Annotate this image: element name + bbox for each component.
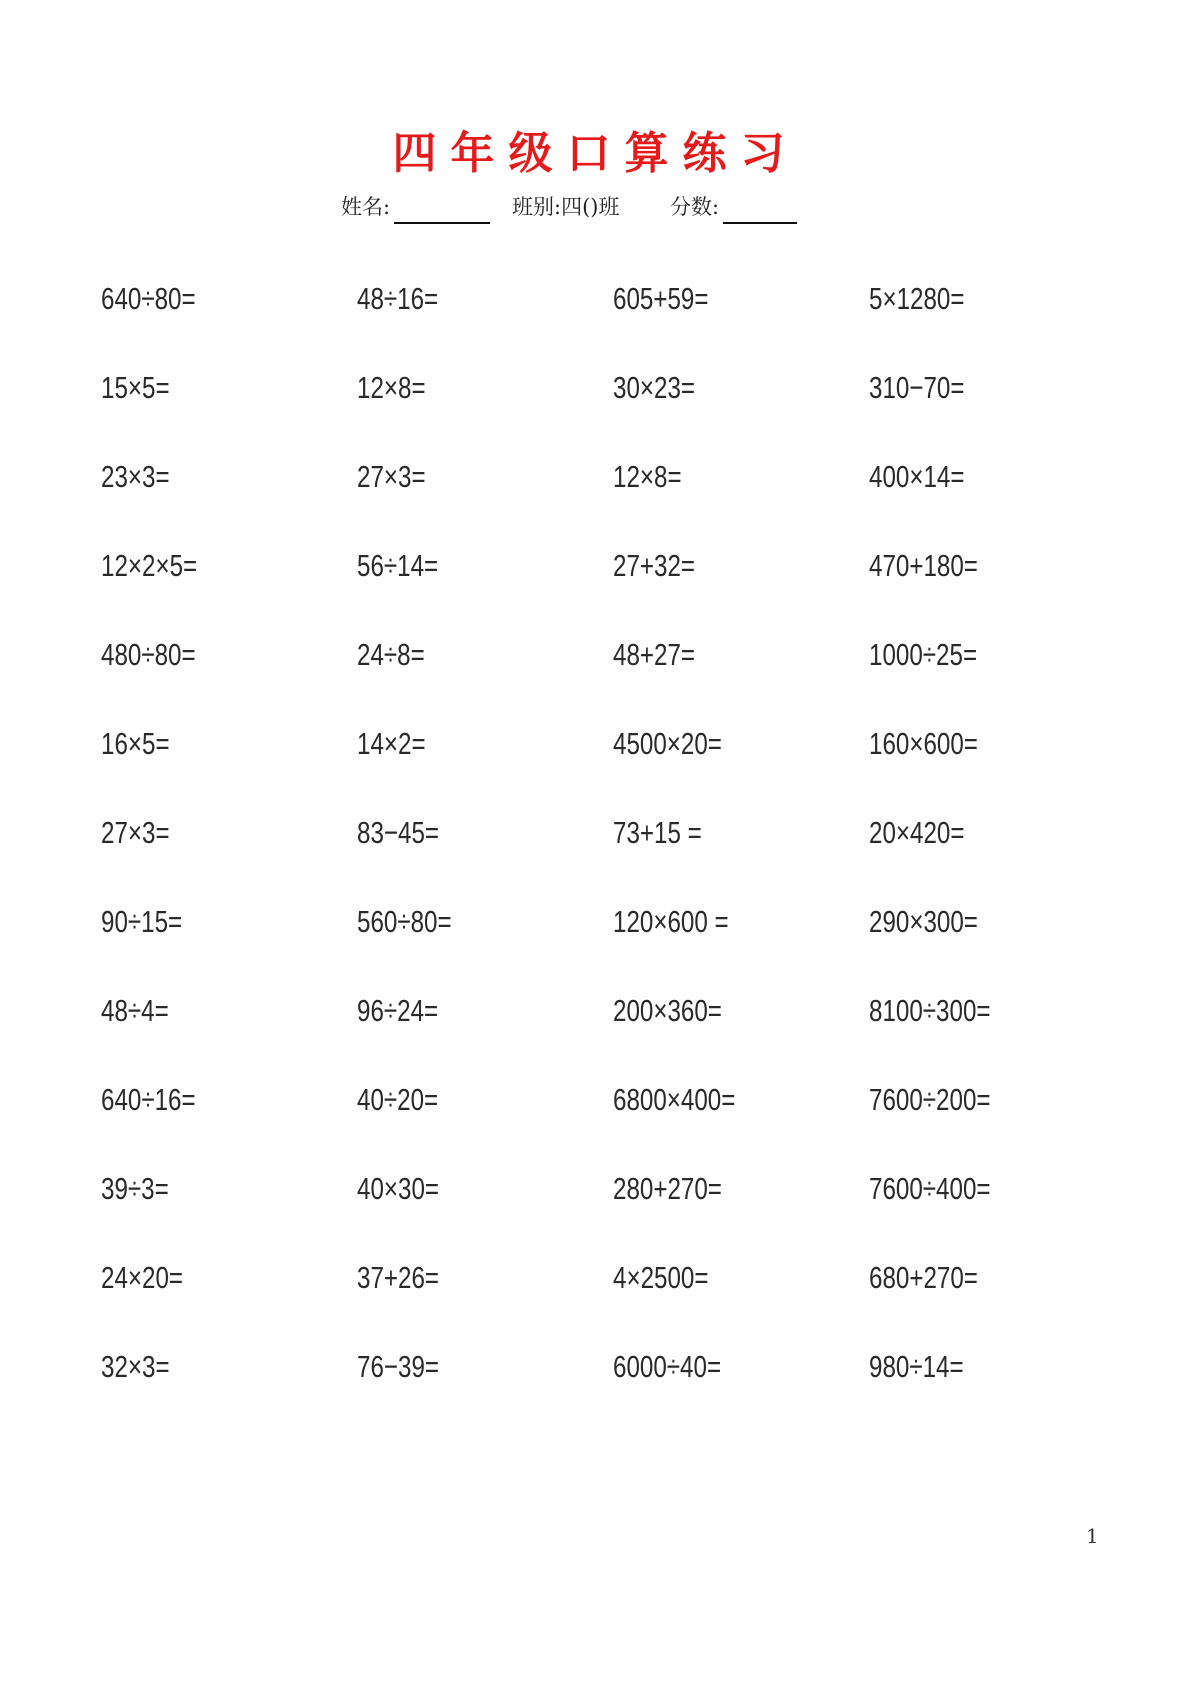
problem: 27+32= — [613, 548, 696, 583]
score-blank-line — [723, 196, 797, 224]
problem: 980÷14= — [869, 1349, 964, 1384]
problem: 23×3= — [101, 459, 170, 494]
problem: 280+270= — [613, 1171, 722, 1206]
class-field — [512, 190, 619, 224]
problem: 12×8= — [357, 370, 426, 405]
problem: 4500×20= — [613, 726, 722, 761]
problem-row — [101, 1075, 1141, 1164]
problem: 120×600 = — [613, 904, 729, 939]
problem-row — [101, 1253, 1141, 1342]
page-number: 1 — [1086, 1524, 1099, 1548]
problem-grid — [101, 274, 1141, 1431]
problem: 12×2×5= — [101, 548, 198, 583]
problem-row — [101, 1342, 1141, 1431]
problem: 48+27= — [613, 637, 696, 672]
problem: 8100÷300= — [869, 993, 991, 1028]
problem: 7600÷400= — [869, 1171, 991, 1206]
problem: 40÷20= — [357, 1082, 439, 1117]
problem: 290×300= — [869, 904, 978, 939]
problem: 160×600= — [869, 726, 978, 761]
class-label: 班别:四()班 — [512, 195, 620, 219]
problem: 4×2500= — [613, 1260, 709, 1295]
problem: 6000÷40= — [613, 1349, 722, 1384]
problem: 5×1280= — [869, 281, 965, 316]
problem: 96÷24= — [357, 993, 439, 1028]
problem: 310−70= — [869, 370, 965, 405]
problem-row — [101, 452, 1141, 541]
problem: 27×3= — [357, 459, 426, 494]
problem: 640÷16= — [101, 1082, 196, 1117]
problem: 480÷80= — [101, 637, 196, 672]
problem: 48÷4= — [101, 993, 169, 1028]
problem: 39÷3= — [101, 1171, 169, 1206]
problem-row — [101, 541, 1141, 630]
problem: 1000÷25= — [869, 637, 978, 672]
problem: 24×20= — [101, 1260, 184, 1295]
name-blank-line — [394, 196, 490, 224]
problem: 400×14= — [869, 459, 965, 494]
problem-row — [101, 808, 1141, 897]
problem: 76−39= — [357, 1349, 440, 1384]
problem: 200×360= — [613, 993, 722, 1028]
problem: 560÷80= — [357, 904, 452, 939]
problem: 37+26= — [357, 1260, 440, 1295]
score-label: 分数: — [670, 195, 720, 219]
problem: 20×420= — [869, 815, 965, 850]
problem-row — [101, 363, 1141, 452]
problem: 15×5= — [101, 370, 170, 405]
problem-row — [101, 897, 1141, 986]
problem: 32×3= — [101, 1349, 170, 1384]
problem: 6800×400= — [613, 1082, 736, 1117]
problem: 470+180= — [869, 548, 978, 583]
problem: 24÷8= — [357, 637, 425, 672]
problem-row — [101, 986, 1141, 1075]
problem-row — [101, 719, 1141, 808]
problem: 30×23= — [613, 370, 696, 405]
problem: 48÷16= — [357, 281, 439, 316]
score-field — [670, 190, 797, 224]
problem-row — [101, 630, 1141, 719]
problem: 640÷80= — [101, 281, 196, 316]
problem: 73+15 = — [613, 815, 702, 850]
problem: 12×8= — [613, 459, 682, 494]
problem: 90÷15= — [101, 904, 183, 939]
problem-row — [101, 1164, 1141, 1253]
problem: 16×5= — [101, 726, 170, 761]
problem: 680+270= — [869, 1260, 978, 1295]
problem: 7600÷200= — [869, 1082, 991, 1117]
problem: 14×2= — [357, 726, 426, 761]
problem: 605+59= — [613, 281, 709, 316]
problem: 27×3= — [101, 815, 170, 850]
worksheet-title: 四年级口算练习 — [392, 128, 799, 179]
problem: 40×30= — [357, 1171, 440, 1206]
problem: 56÷14= — [357, 548, 439, 583]
name-label: 姓名: — [341, 195, 391, 219]
name-field — [341, 190, 490, 224]
problem: 83−45= — [357, 815, 440, 850]
problem-row — [101, 274, 1141, 363]
